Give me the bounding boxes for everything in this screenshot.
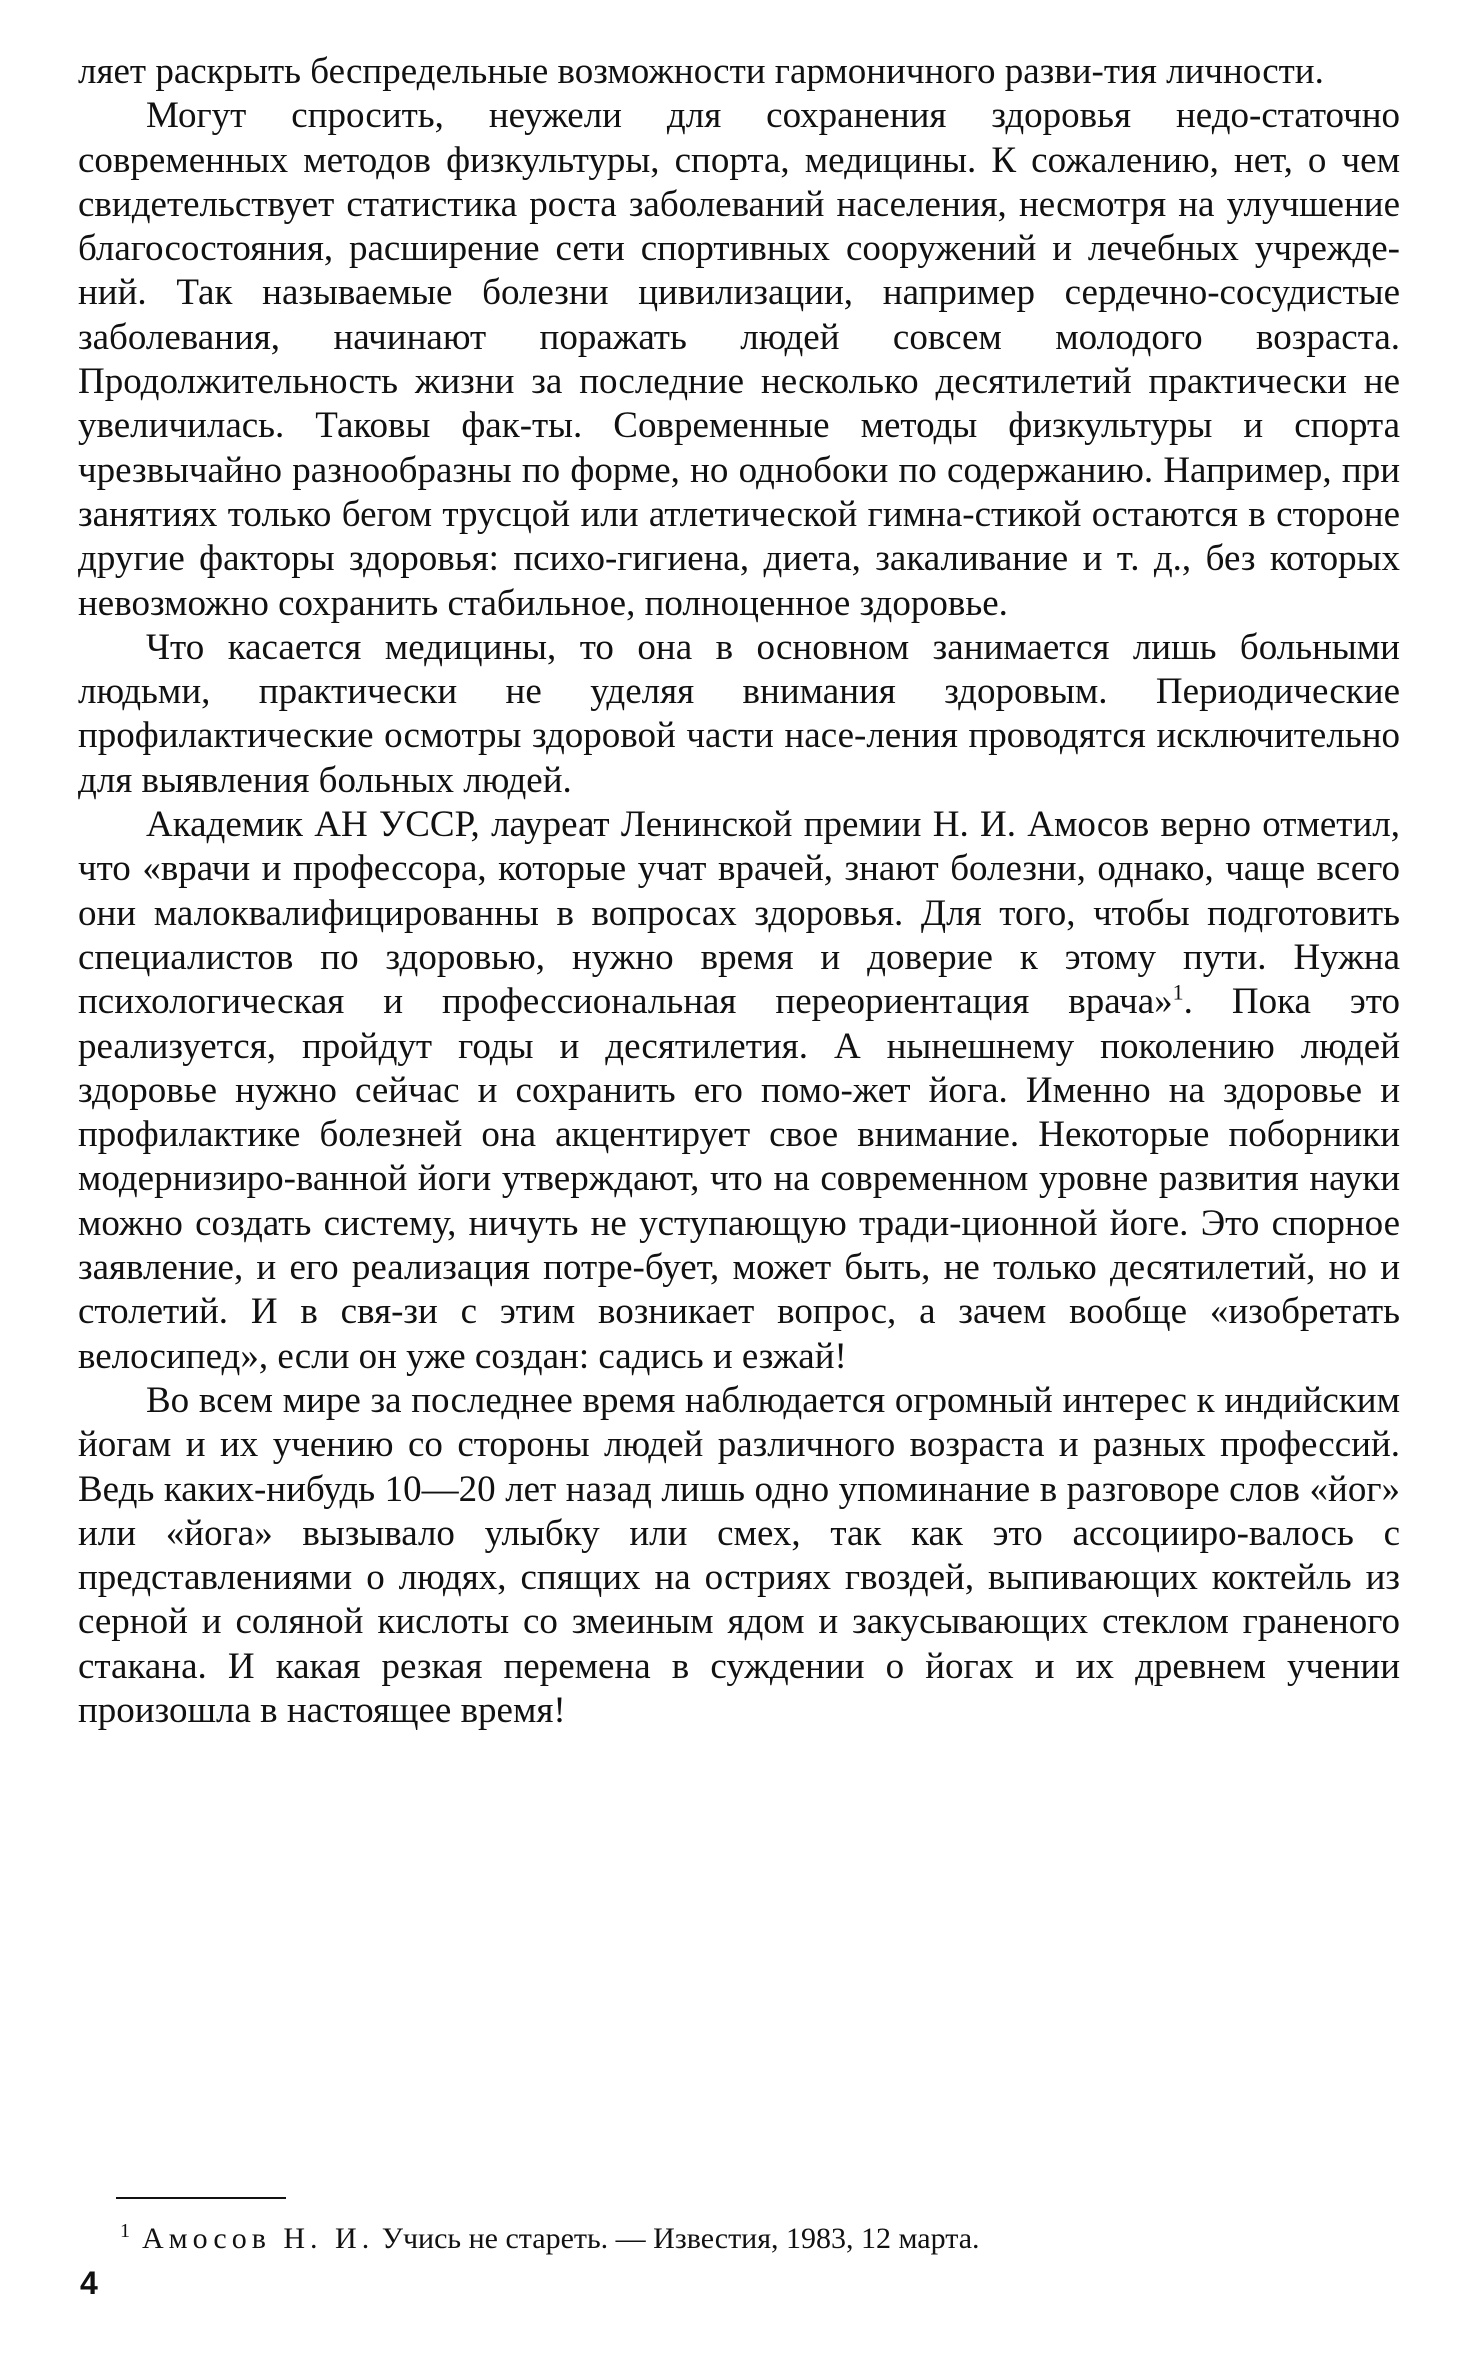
footnote-text: Учись не стареть. — Известия, 1983, 12 марта. (374, 2222, 980, 2255)
page-body (78, 50, 1400, 1733)
paragraph-3: Что касается медицины, то она в основном занимается лишь больными людьми, практически не уделяя внимания здоровым. Периодические профилактические осмотры здоровой части насе-ления проводятся исключительно для выявления больных людей. (78, 626, 1400, 801)
page-number: 4 (80, 2265, 98, 2301)
paragraph-1: ляет раскрыть беспредельные возможности гармоничного разви-тия личности. (78, 51, 1324, 92)
footnote-marker: 1 (120, 2220, 130, 2242)
paragraph-4-rest: . Пока это реализуется, пройдут годы и десятилетия. А нынешнему поколению людей здоровье нужно сейчас и сохранить его помо-жет йога. Именно на здоровье и профилактике болезней она акцентирует свое внимание. Некоторые поборники модернизиро-ванной йоги утверждают, что на современном уровне развития науки можно создать систему, ничуть не уступающую тради-ционной йоге. Это спорное заявление, и его реализация потре-бует, может быть, не только десятилетий, но и столетий. И в свя-зи с этим возникает вопрос, а зачем вообще «изобретать велосипед», если он уже создан: садись и езжай! (78, 981, 1400, 1377)
footnote-author: Амосов Н. И. (142, 2222, 375, 2255)
footnote-reference: 1 (1172, 979, 1184, 1005)
paragraph-4-main: Академик АН УССР, лауреат Ленинской премии Н. И. Амосов верно отметил, что «врачи и профессора, которые учат врачей, знают болезни, однако, чаще всего они малоквалифицированны в вопросах здоровья. Для того, чтобы подготовить специалистов по здоровью, нужно время и доверие к этому пути. Нужна психологическая и профессиональная переориентация врача» (78, 804, 1400, 1023)
footnote-divider (116, 2197, 286, 2199)
paragraph-2: Могут спросить, неужели для сохранения здоровья недо-статочно современных методов физкультуры, спорта, медицины. К сожалению, нет, о чем свидетельствует статистика роста заболеваний населения, несмотря на улучшение благосостояния, расширение сети спортивных сооружений и лечебных учрежде-ний. Так называемые болезни цивилизации, например сердечно-сосудистые заболевания, начинают поражать людей совсем молодого возраста. Продолжительность жизни за последние несколько десятилетий практически не увеличилась. Таковы фак-ты. Современные методы физкультуры и спорта чрезвычайно разнообразны по форме, но однобоки по содержанию. Например, при занятиях только бегом трусцой или атлетической гимна-стикой остаются в стороне другие факторы здоровья: психо-гигиена, диета, закаливание и т. д., без которых невозможно сохранить стабильное, полноценное здоровье. (78, 95, 1400, 624)
paragraph-4 (78, 803, 1400, 1379)
footnote (120, 2213, 1360, 2257)
paragraph-5: Во всем мире за последнее время наблюдается огромный интерес к индийским йогам и их учению со стороны людей различного возраста и разных профессий. Ведь каких-нибудь 10—20 лет назад лишь одно упоминание в разговоре слов «йог» или «йога» вызывало улыбку или смех, так как это ассоцииро-валось с представлениями о людях, спящих на остриях гвоздей, выпивающих коктейль из серной и соляной кислоты со змеиным ядом и закусывающих стеклом граненого стакана. И какая резкая перемена в суждении о йогах и их древнем учении произошла в настоящее время! (78, 1379, 1400, 1731)
